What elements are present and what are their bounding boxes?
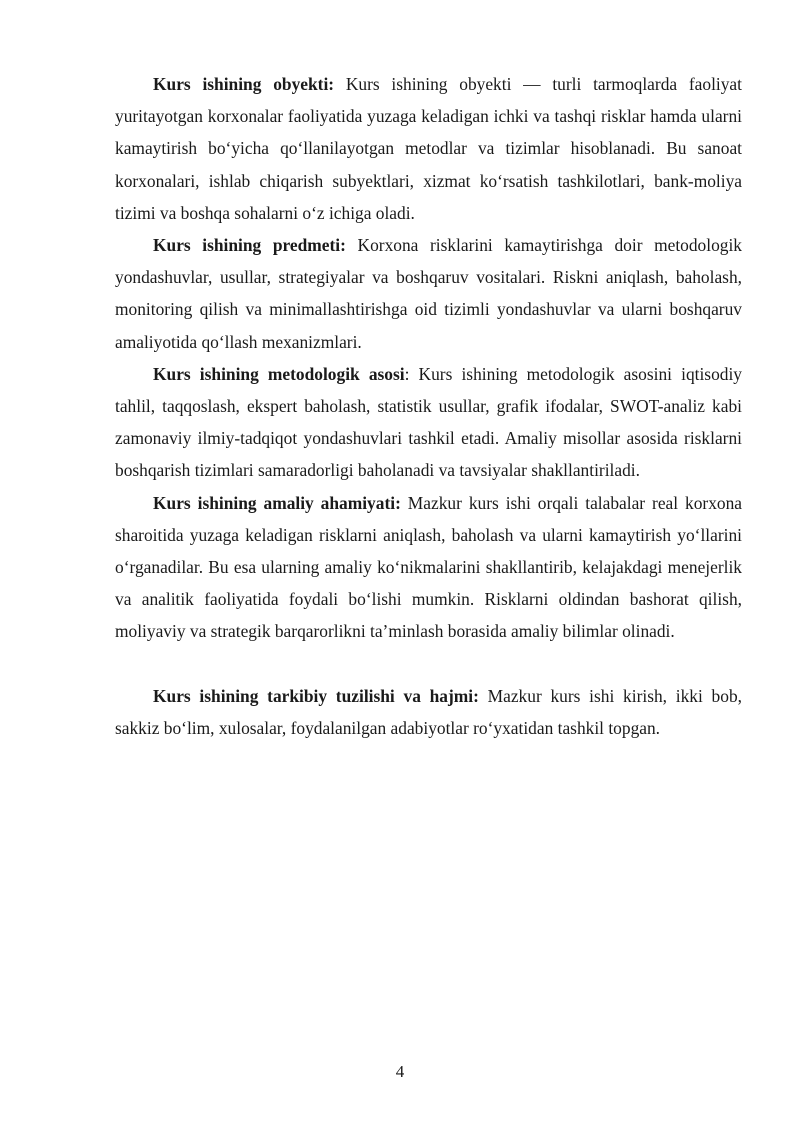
paragraph-subject	[115, 229, 742, 358]
paragraph-methodology-text: : Kurs ishining metodologik asosini iqtisodiy tahlil, taqqoslash, ekspert baholash, statistik usullar, grafik ifodalar, SWOT-analiz kabi zamonaviy ilmiy-tadqiqot yondashuvlari tashkil etadi. Amaliy misollar asosida risklarni boshqarish tizimlari samaradorligi baholanadi va tavsiyalar shakllantiriladi.	[115, 363, 742, 481]
paragraph-methodology	[115, 358, 742, 487]
body-text	[115, 68, 742, 744]
page-number: 4	[395, 1062, 405, 1081]
paragraph-object-label: Kurs ishining obyekti:	[153, 74, 335, 94]
paragraph-object-text: Kurs ishining obyekti — turli tarmoqlarda faoliyat yuritayotgan korxonalar faoliyatida yuzaga keladigan ichki va tashqi risklar hamda ularni kamaytirish bo‘yicha qo‘llanilayotgan metodlar va tizimlar hisoblanadi. Bu sanoat korxonalari, ishlab chiqarish subyektlari, xizmat ko‘rsatish tashkilotlari, bank-moliya tizimi va boshqa sohalarni o‘z ichiga oladi.	[115, 74, 742, 223]
paragraph-methodology-label: Kurs ishining metodologik asosi	[153, 363, 405, 384]
paragraph-significance	[115, 487, 742, 648]
paragraph-structure	[115, 680, 742, 744]
paragraph-structure-text: Mazkur kurs ishi kirish, ikki bob, sakkiz bo‘lim, xulosalar, foydalanilgan adabiyotlar ro‘yxatidan tashkil topgan.	[115, 685, 742, 738]
paragraph-object	[115, 68, 742, 229]
paragraph-subject-text: Korxona risklarini kamaytirishga doir metodologik yondashuvlar, usullar, strategiyalar va boshqaruv vositalari. Riskni aniqlash, baholash, monitoring qilish va minimallashtirishga oid tizimli yondashuvlar va ularni boshqaruv amaliyotida qo‘llash mexanizmlari.	[115, 235, 742, 352]
paragraph-structure-label: Kurs ishining tarkibiy tuzilishi va hajmi:	[153, 685, 479, 706]
paragraph-significance-label: Kurs ishining amaliy ahamiyati:	[153, 492, 401, 513]
paragraph-significance-text: Mazkur kurs ishi orqali talabalar real korxona sharoitida yuzaga keladigan risklarni aniqlash, baholash va ularni kamaytirish yo‘llarini o‘rganadilar. Bu esa ularning amaliy ko‘nikmalarini shakllantirib, kelajakdagi menejerlik va analitik faoliyatida foydali bo‘lishi mumkin. Risklarni oldindan bashorat qilish, moliyaviy va strategik barqarorlikni ta’minlash borasida amaliy bilimlar olinadi.	[115, 492, 743, 642]
paragraph-subject-label: Kurs ishining predmeti:	[153, 235, 346, 256]
